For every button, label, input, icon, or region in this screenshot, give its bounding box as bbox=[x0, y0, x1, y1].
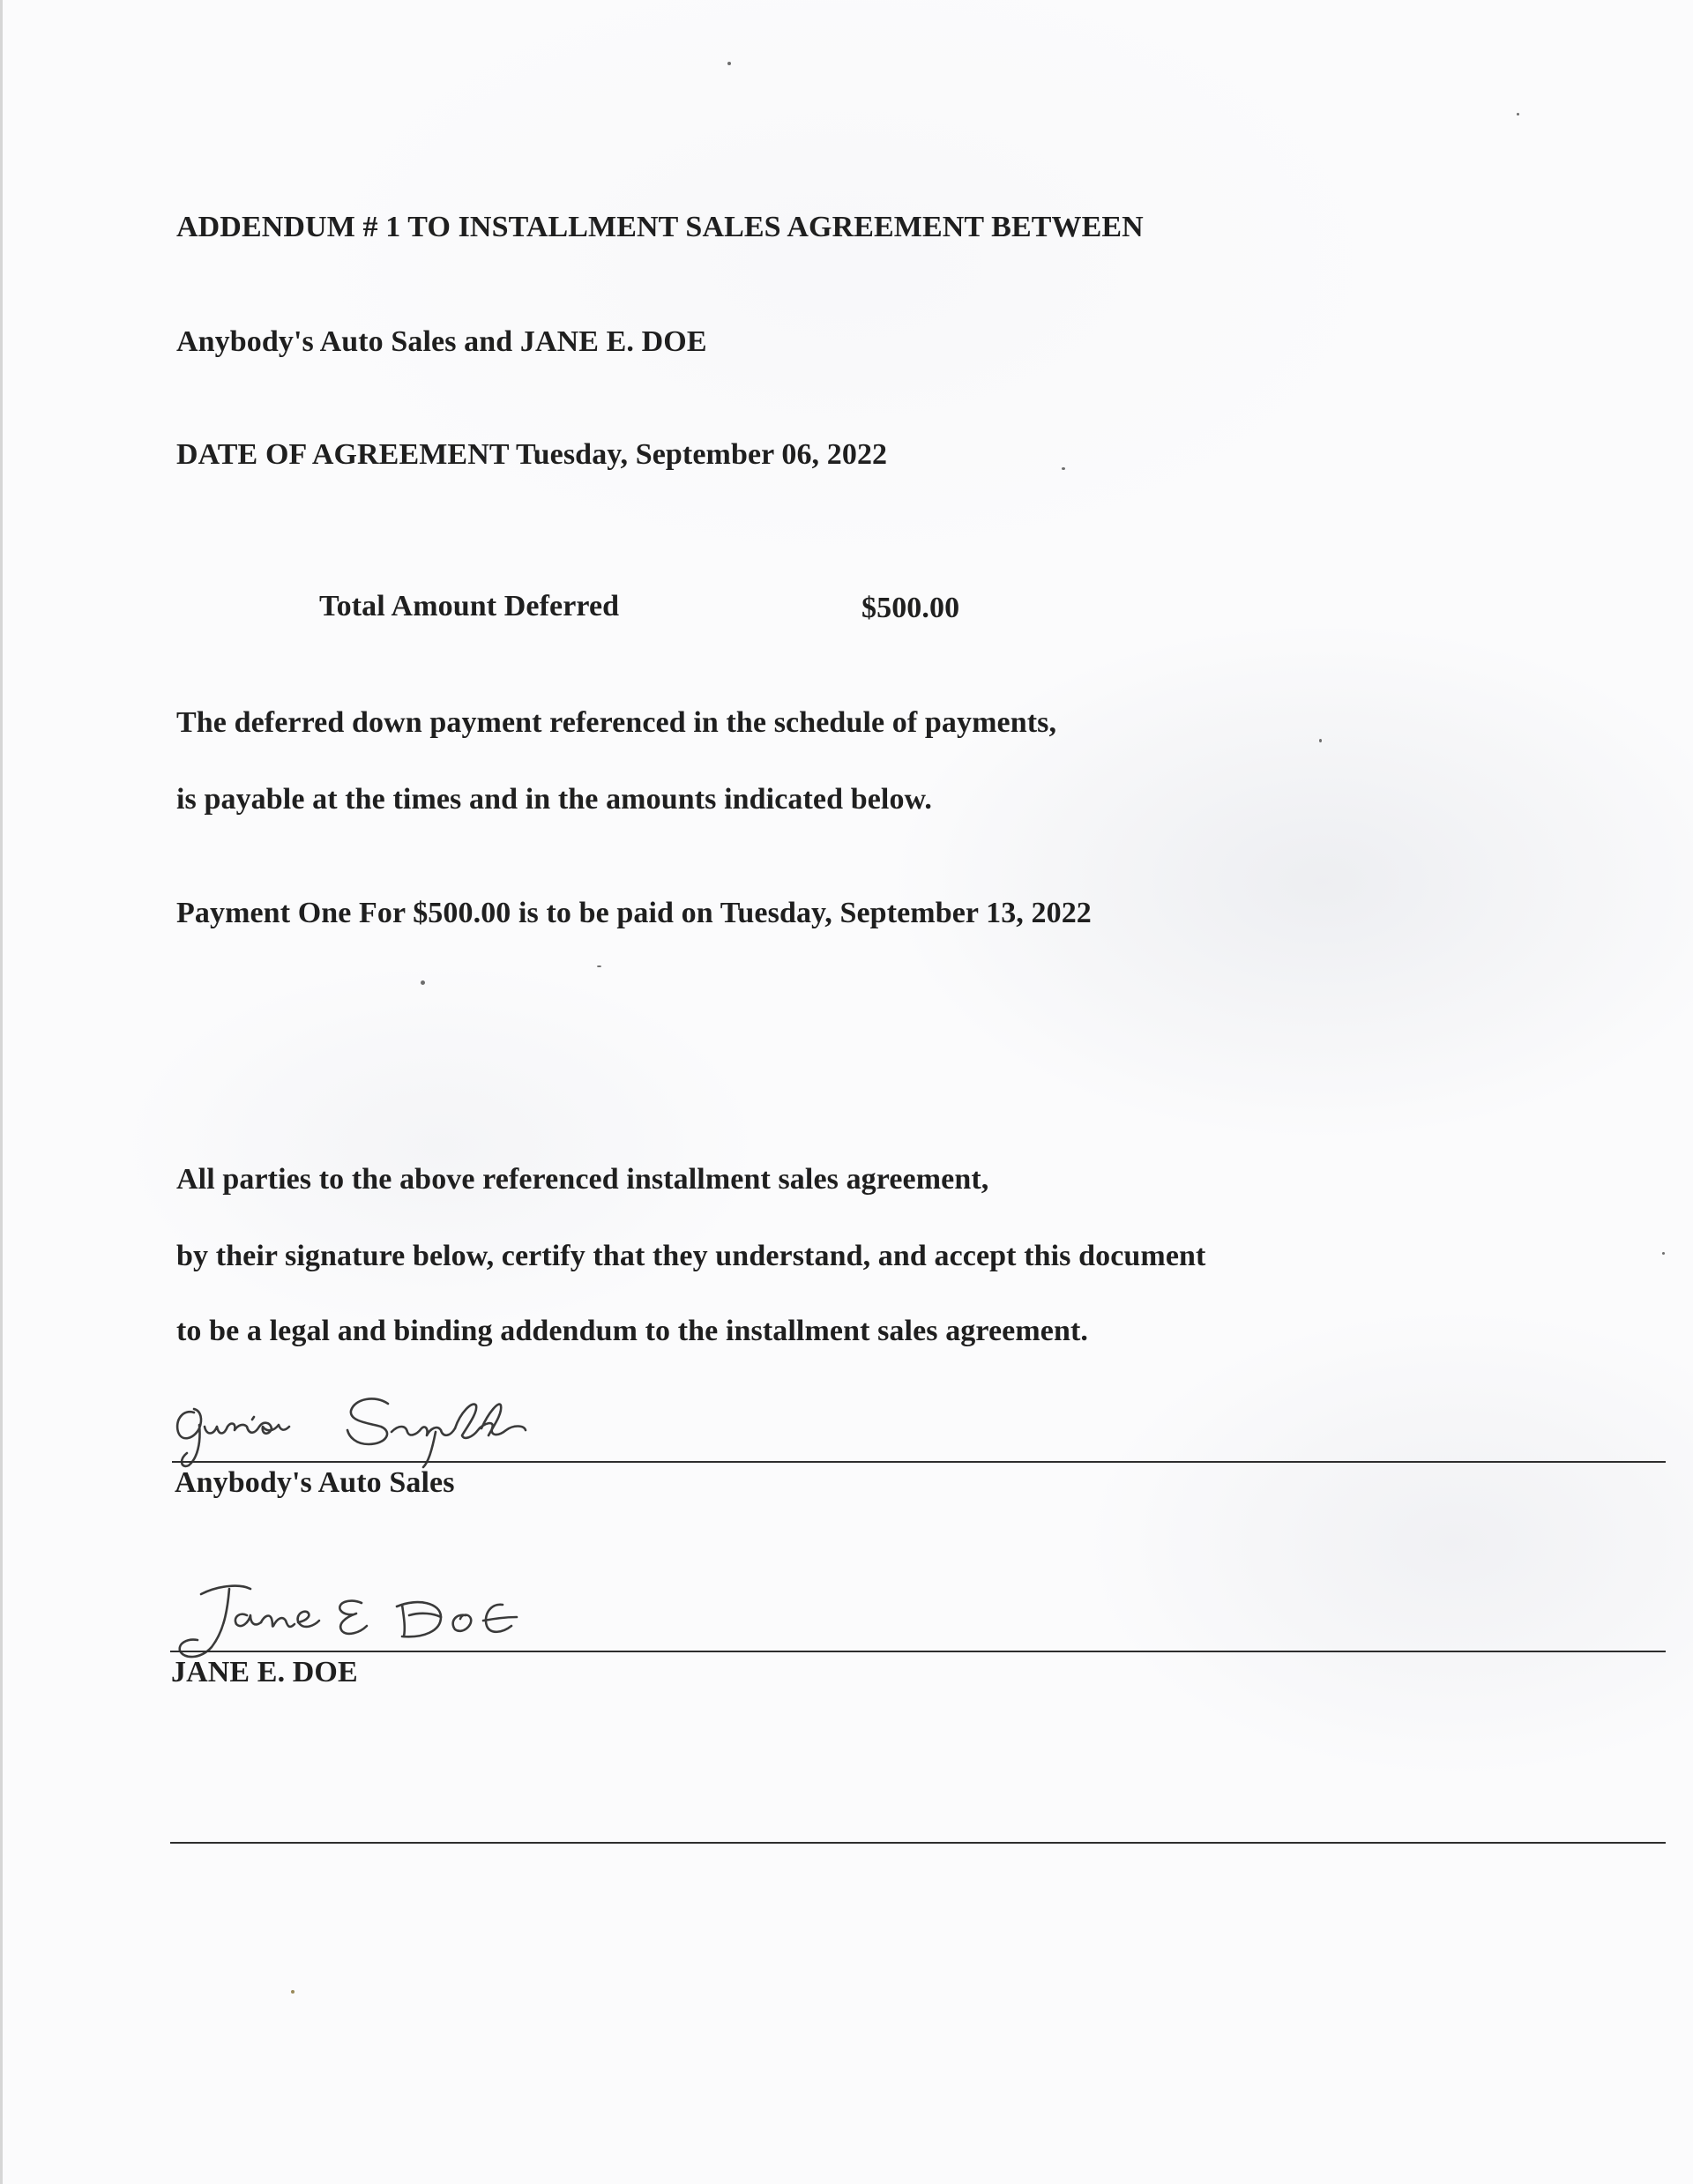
certification-text-line: by their signature below, certify that they understand, and accept this document bbox=[176, 1240, 1206, 1272]
blank-signature-line bbox=[170, 1842, 1666, 1844]
certification-text-line: All parties to the above referenced installment sales agreement, bbox=[176, 1163, 989, 1196]
payment-line: Payment One For $500.00 is to be paid on Tuesday, September 13, 2022 bbox=[176, 897, 1092, 929]
scan-speck bbox=[421, 980, 425, 985]
scan-speck bbox=[727, 62, 731, 65]
scan-speck bbox=[1662, 1252, 1665, 1255]
scan-speck bbox=[1319, 739, 1322, 742]
schedule-text-line: The deferred down payment referenced in the schedule of payments, bbox=[176, 706, 1057, 739]
dealer-signature bbox=[168, 1374, 556, 1471]
document-heading: ADDENDUM # 1 TO INSTALLMENT SALES AGREEMENT BETWEEN bbox=[176, 211, 1144, 243]
buyer-signature-line bbox=[170, 1651, 1666, 1652]
scan-speck bbox=[597, 965, 601, 967]
certification-text-line: to be a legal and binding addendum to the installment sales agreement. bbox=[176, 1315, 1089, 1347]
schedule-text-line: is payable at the times and in the amounts indicated below. bbox=[176, 783, 932, 816]
dealer-signer-name: Anybody's Auto Sales bbox=[175, 1466, 455, 1499]
scan-speck bbox=[291, 1990, 295, 1994]
dealer-signature-line bbox=[172, 1461, 1666, 1463]
deferred-label: Total Amount Deferred bbox=[319, 590, 620, 622]
scan-speck bbox=[1517, 113, 1519, 116]
deferred-amount: $500.00 bbox=[861, 592, 960, 624]
scan-speck bbox=[1062, 467, 1065, 470]
parties-line: Anybody's Auto Sales and JANE E. DOE bbox=[176, 325, 707, 358]
buyer-signer-name: JANE E. DOE bbox=[171, 1656, 358, 1688]
agreement-date: DATE OF AGREEMENT Tuesday, September 06, 2022 bbox=[176, 438, 888, 471]
scan-edge bbox=[0, 0, 3, 2184]
